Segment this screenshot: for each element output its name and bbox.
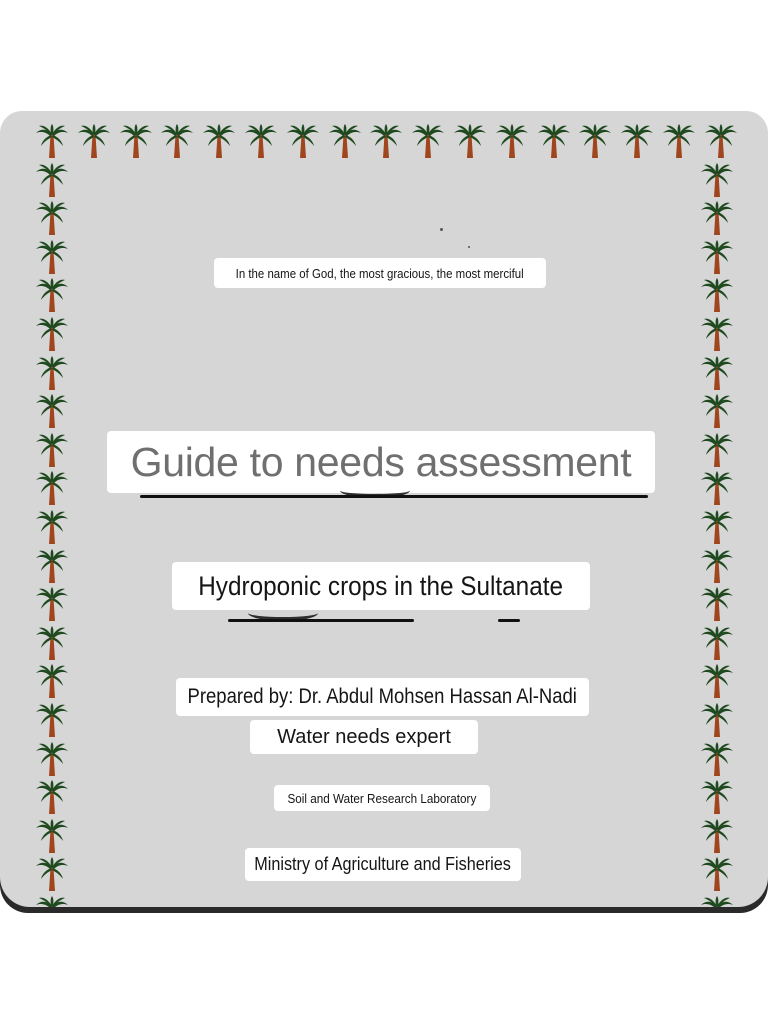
palm-tree-icon — [700, 548, 734, 584]
palm-tree-icon — [411, 123, 445, 159]
document-subtitle — [172, 562, 590, 610]
speck — [468, 246, 470, 248]
palm-tree-icon — [700, 277, 734, 313]
laboratory-text: Soil and Water Research Laboratory — [287, 790, 477, 806]
palm-tree-icon — [35, 741, 69, 777]
palm-tree-icon — [35, 818, 69, 854]
document-title-text: Guide to needs assessment — [130, 438, 632, 485]
subtitle-underline-mark — [248, 605, 318, 621]
palm-tree-icon — [700, 663, 734, 699]
palm-tree-icon — [119, 123, 153, 159]
palm-tree-icon — [35, 856, 69, 892]
palm-tree-icon — [244, 123, 278, 159]
palm-tree-icon — [495, 123, 529, 159]
palm-tree-icon — [35, 123, 69, 159]
palm-tree-icon — [202, 123, 236, 159]
palm-tree-icon — [35, 586, 69, 622]
document-subtitle-text: Hydroponic crops in the Sultanate — [198, 570, 564, 601]
palm-tree-icon — [700, 779, 734, 815]
palm-tree-icon — [704, 123, 738, 159]
palm-tree-icon — [700, 741, 734, 777]
author-line — [176, 678, 589, 716]
speck — [440, 228, 443, 231]
palm-tree-icon — [35, 663, 69, 699]
palm-tree-icon — [35, 432, 69, 468]
palm-tree-icon — [700, 470, 734, 506]
palm-tree-icon — [700, 393, 734, 429]
palm-tree-icon — [700, 162, 734, 198]
palm-tree-icon — [453, 123, 487, 159]
palm-tree-icon — [35, 625, 69, 661]
subtitle-underline-right — [498, 619, 520, 622]
palm-tree-icon — [700, 625, 734, 661]
palm-tree-icon — [35, 277, 69, 313]
palm-tree-icon — [700, 316, 734, 352]
palm-tree-icon — [35, 895, 69, 907]
palm-tree-icon — [35, 470, 69, 506]
author-role-text: Water needs expert — [277, 725, 451, 748]
palm-tree-icon — [160, 123, 194, 159]
palm-tree-icon — [35, 509, 69, 545]
palm-tree-icon — [620, 123, 654, 159]
laboratory-line — [274, 785, 490, 811]
author-text: Prepared by: Dr. Abdul Mohsen Hassan Al-Nadi — [187, 685, 578, 708]
palm-tree-icon — [35, 162, 69, 198]
author-role — [250, 720, 478, 754]
palm-tree-icon — [700, 239, 734, 275]
ministry-line — [245, 848, 521, 881]
palm-tree-icon — [286, 123, 320, 159]
palm-tree-icon — [578, 123, 612, 159]
palm-tree-icon — [700, 432, 734, 468]
palm-tree-icon — [537, 123, 571, 159]
palm-tree-icon — [700, 856, 734, 892]
cover-page — [0, 111, 768, 907]
palm-tree-icon — [700, 818, 734, 854]
ministry-text: Ministry of Agriculture and Fisheries — [254, 854, 512, 874]
basmala-text: In the name of God, the most gracious, the most merciful — [235, 265, 525, 281]
palm-tree-icon — [700, 509, 734, 545]
palm-tree-icon — [700, 895, 734, 907]
palm-tree-icon — [35, 355, 69, 391]
palm-tree-icon — [700, 702, 734, 738]
palm-tree-icon — [328, 123, 362, 159]
palm-tree-icon — [35, 200, 69, 236]
palm-tree-icon — [35, 239, 69, 275]
palm-tree-icon — [77, 123, 111, 159]
palm-tree-icon — [662, 123, 696, 159]
palm-tree-icon — [700, 200, 734, 236]
subtitle-underline — [228, 619, 414, 622]
palm-tree-icon — [700, 586, 734, 622]
palm-tree-icon — [35, 779, 69, 815]
palm-tree-icon — [35, 702, 69, 738]
palm-tree-icon — [369, 123, 403, 159]
palm-tree-icon — [35, 316, 69, 352]
palm-tree-icon — [35, 393, 69, 429]
palm-tree-icon — [700, 355, 734, 391]
title-underline-mark — [340, 483, 410, 498]
palm-tree-icon — [35, 548, 69, 584]
basmala-line — [214, 258, 546, 288]
